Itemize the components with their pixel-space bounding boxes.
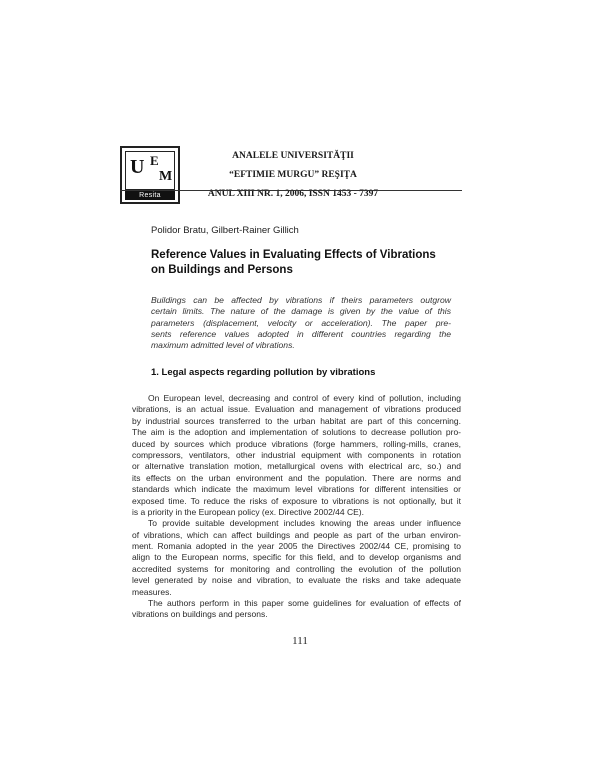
body-line: vibrations, is an actual issue. Evaluation and management of vibrations produced xyxy=(132,404,461,415)
body-line: The aim is the adoption and implementation of solutions to decrease pollution pro- xyxy=(132,427,461,438)
journal-university: “EFTIMIE MURGU” REŞIŢA xyxy=(229,170,357,180)
body-line: exposed time. To reduce the risks of exposure to vibrations is not optionally, but it xyxy=(132,495,461,506)
body-line: of vibrations, which can affect buildings and people as part of the urban environ- xyxy=(132,529,461,540)
logo-caption: Resita xyxy=(125,191,175,200)
body-line: or alternative translation motion, metallurgical ovens with electrical arc, so.) and xyxy=(132,461,461,472)
abstract-line: Buildings can be affected by vibrations if theirs parameters outgrow xyxy=(151,295,451,305)
title-line: Reference Values in Evaluating Effects of Vibrations xyxy=(151,249,436,261)
journal-issue: ANUL XIII NR. 1, 2006, ISSN 1453 - 7397 xyxy=(207,189,379,199)
journal-header xyxy=(186,147,400,204)
abstract-line: maximum admitted level of vibrations. xyxy=(151,340,295,351)
body-line: accredited systems for monitoring and controlling the evolution of the pollution xyxy=(132,563,461,574)
section-heading: 1. Legal aspects regarding pollution by vibrations xyxy=(151,367,376,378)
body-line: its effects on the urban environment and the population. There are norms and xyxy=(132,472,461,483)
body-line: ment. Romania adopted in the year 2005 the Directives 2002/44 CE, promising to xyxy=(132,541,461,552)
paper-abstract xyxy=(151,295,451,351)
journal-name: ANALELE UNIVERSITĂŢII xyxy=(232,151,354,161)
paper-authors: Polidor Bratu, Gilbert-Rainer Gillich xyxy=(151,225,299,236)
body-line: vibrations on buildings and persons. xyxy=(132,609,268,620)
university-logo xyxy=(120,146,180,204)
body-line: by industrial sources transferred to the urban habitat are part of this concerning. xyxy=(132,415,461,426)
logo-letter-e: E xyxy=(150,153,159,168)
abstract-line: sents reference values adopted in different countries regarding the xyxy=(151,328,451,339)
header-rule xyxy=(120,190,462,191)
abstract-line: parameters (displacement, velocity or acceleration). The paper pre- xyxy=(151,317,451,328)
abstract-line: certain limits. The nature of the damage is given by the value of this xyxy=(151,306,451,317)
body-line: measures. xyxy=(132,586,172,597)
paper-title xyxy=(151,248,461,278)
body-line: The authors perform in this paper some guidelines for evaluation of effects of xyxy=(148,598,461,609)
body-line: To provide suitable development includes knowing the areas under influence xyxy=(148,518,461,529)
body-text xyxy=(132,393,461,621)
body-line: On European level, decreasing and control of every kind of pollution, including xyxy=(148,393,461,403)
body-line: align to the European norms, specific for this field, and to develop organisms and xyxy=(132,552,461,563)
body-line: duced by sources which produce vibrations (forge hammers, rolling-mills, cranes, xyxy=(132,438,461,449)
body-line: is a priority in the European policy (ex. Directive 2002/44 CE). xyxy=(132,506,364,517)
page-number: 111 xyxy=(292,635,308,647)
body-line: level generated by noise and vibration, to evaluate the risks and take adequate xyxy=(132,575,461,586)
title-line: on Buildings and Persons xyxy=(151,264,293,276)
logo-letter-u: U xyxy=(130,156,145,178)
logo-frame xyxy=(125,151,175,190)
body-line: standards which indicate the maximum level vibrations for different intensities or xyxy=(132,484,461,495)
body-line: compressors, ventilators, other industrial equipment with components in rotation xyxy=(132,449,461,460)
logo-letter-m: M xyxy=(159,169,173,184)
